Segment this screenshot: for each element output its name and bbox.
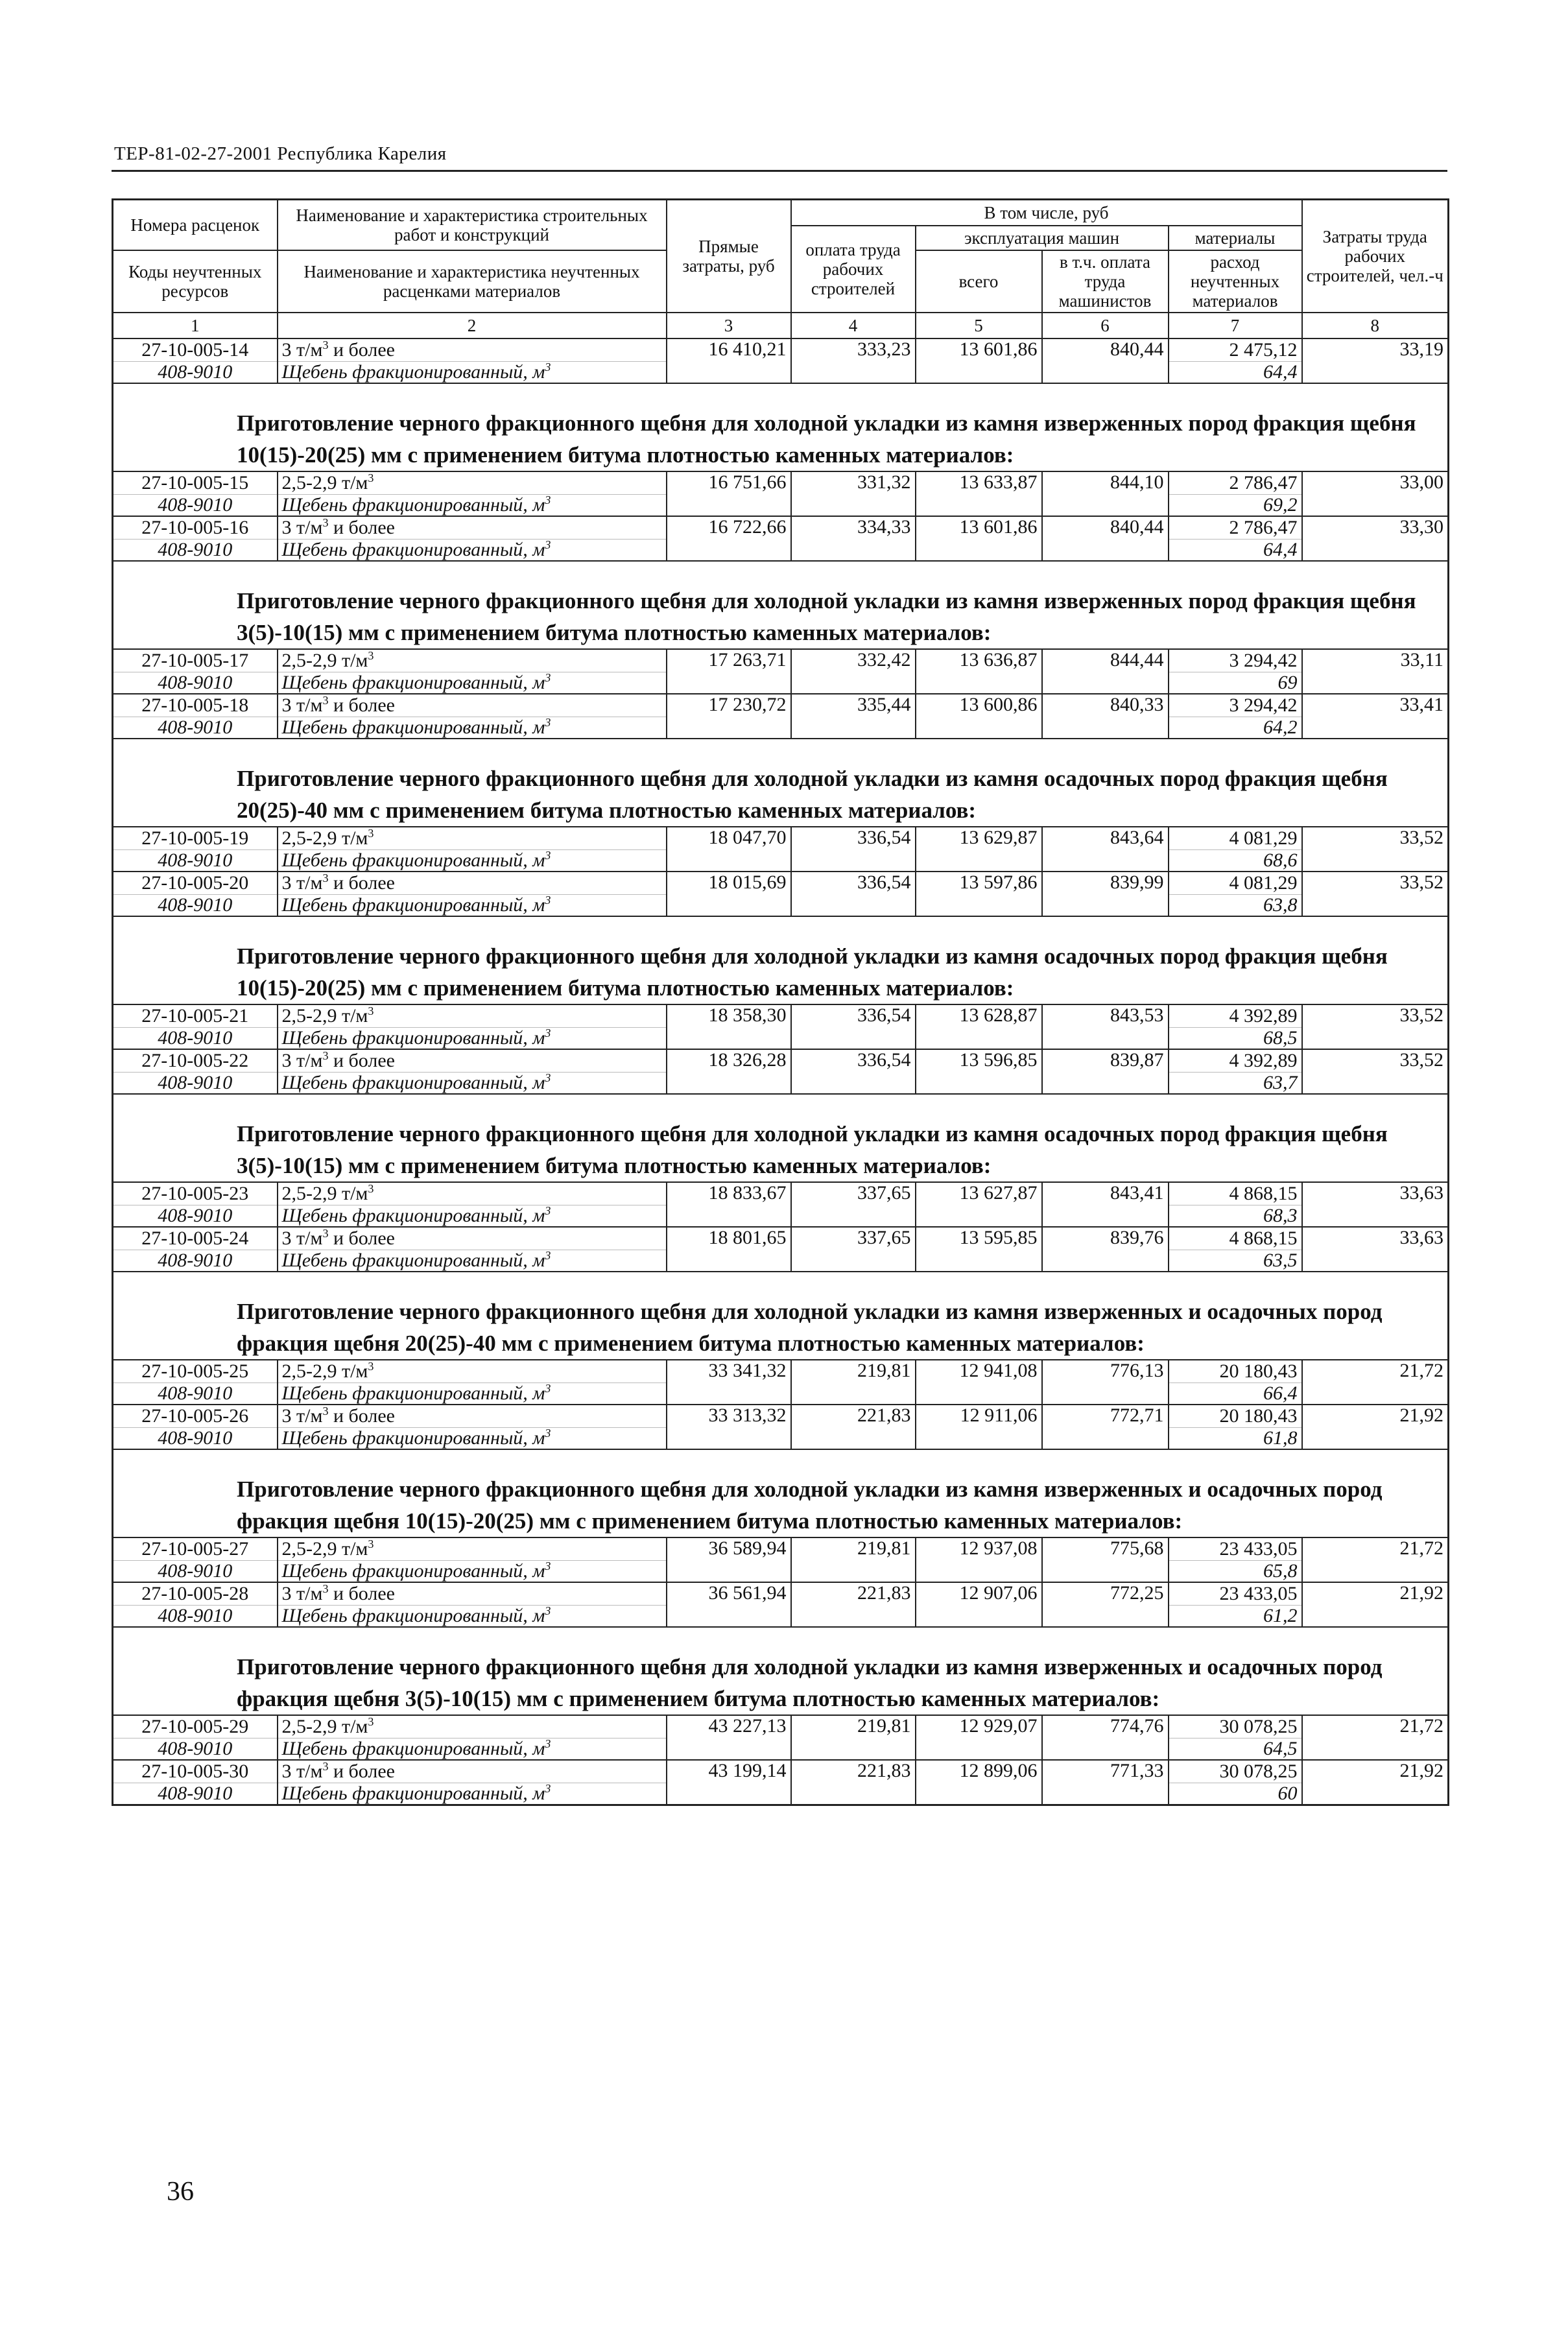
materials-cost: 4 392,89 <box>1169 1004 1302 1028</box>
materials-cost: 30 078,25 <box>1169 1715 1302 1739</box>
section-title-row <box>113 1272 1449 1360</box>
material-name: Щебень фракционированный, $м^3$ <box>278 361 667 383</box>
machines-cost: 13 633,87 <box>916 471 1042 516</box>
rate-code: 27-10-005-25 <box>113 1360 278 1383</box>
machines-cost: 13 595,85 <box>916 1227 1042 1272</box>
resource-code: 408-9010 <box>113 1605 278 1627</box>
machinist-cost: 844,44 <box>1042 649 1169 694</box>
labor-cost: 21,92 <box>1302 1405 1449 1449</box>
machinist-cost: 844,10 <box>1042 471 1169 516</box>
machines-cost: 13 601,86 <box>916 516 1042 561</box>
table-row <box>113 827 1449 850</box>
section-title-row <box>113 561 1449 649</box>
machinist-cost: 772,71 <box>1042 1405 1169 1449</box>
materials-cost: 4 868,15 <box>1169 1227 1302 1250</box>
work-name: 3 $т/м^3$ и более <box>278 338 667 362</box>
rate-code: 27-10-005-19 <box>113 827 278 850</box>
machines-cost: 13 629,87 <box>916 827 1042 872</box>
labor-cost: 33,19 <box>1302 338 1449 383</box>
labor-cost: 33,63 <box>1302 1227 1449 1272</box>
materials-cost: 23 433,05 <box>1169 1537 1302 1561</box>
work-name: 3 $т/м^3$ и более <box>278 516 667 540</box>
table-row <box>113 872 1449 895</box>
material-name: Щебень фракционированный, $м^3$ <box>278 1605 667 1627</box>
header-v-tom-chisle: В том числе, руб <box>791 200 1302 226</box>
header-ekspluatatsiya: эксплуатация машин <box>916 226 1169 250</box>
material-consumption: 64,2 <box>1169 717 1302 739</box>
rate-code: 27-10-005-20 <box>113 872 278 895</box>
material-consumption: 66,4 <box>1169 1383 1302 1405</box>
machines-cost: 12 907,06 <box>916 1582 1042 1627</box>
resource-code: 408-9010 <box>113 1027 278 1049</box>
header-materialy: материалы <box>1169 226 1302 250</box>
machines-cost: 12 941,08 <box>916 1360 1042 1405</box>
machinist-cost: 839,87 <box>1042 1049 1169 1094</box>
materials-cost: 2 786,47 <box>1169 471 1302 495</box>
table-row <box>113 338 1449 362</box>
section-title: Приготовление черного фракционного щебня для холодной укладки из камня осадочных пород фракция щебня 10(15)-20(25) мм с применением битума плотностью каменных материалов: <box>113 916 1449 1004</box>
header-naimenovanie-mat: Наименование и характеристика неучтенных расценками материалов <box>278 250 667 313</box>
header-vsego: всего <box>916 250 1042 313</box>
direct-cost: 17 230,72 <box>667 694 791 739</box>
machinist-cost: 775,68 <box>1042 1537 1169 1582</box>
labor-cost: 33,52 <box>1302 872 1449 916</box>
resource-code: 408-9010 <box>113 494 278 516</box>
rate-code: 27-10-005-23 <box>113 1182 278 1205</box>
labor-cost: 33,00 <box>1302 471 1449 516</box>
machines-cost: 13 600,86 <box>916 694 1042 739</box>
material-name: Щебень фракционированный, $м^3$ <box>278 539 667 561</box>
material-name: Щебень фракционированный, $м^3$ <box>278 1783 667 1805</box>
direct-cost: 36 589,94 <box>667 1537 791 1582</box>
section-title: Приготовление черного фракционного щебня для холодной укладки из камня изверженных пород фракция щебня 10(15)-20(25) мм с применением битума плотностью каменных материалов: <box>113 383 1449 471</box>
work-name: 3 $т/м^3$ и более <box>278 694 667 717</box>
wage-cost: 335,44 <box>791 694 916 739</box>
machines-cost: 12 929,07 <box>916 1715 1042 1760</box>
resource-code: 408-9010 <box>113 1738 278 1760</box>
resource-code: 408-9010 <box>113 1205 278 1227</box>
column-number: 4 <box>791 313 916 338</box>
wage-cost: 337,65 <box>791 1182 916 1227</box>
section-title: Приготовление черного фракционного щебня для холодной укладки из камня осадочных пород фракция щебня 20(25)-40 мм с применением битума плотностью каменных материалов: <box>113 739 1449 827</box>
page-header <box>112 136 1447 172</box>
resource-code: 408-9010 <box>113 1427 278 1449</box>
section-title-row <box>113 1094 1449 1182</box>
table-row <box>113 1760 1449 1783</box>
table-row <box>113 1582 1449 1606</box>
rate-code: 27-10-005-30 <box>113 1760 278 1783</box>
direct-cost: 43 227,13 <box>667 1715 791 1760</box>
machinist-cost: 840,44 <box>1042 338 1169 383</box>
material-consumption: 64,4 <box>1169 361 1302 383</box>
header-title: ТЕР-81-02-27-2001 Республика Карелия <box>114 143 447 164</box>
materials-cost: 4 081,29 <box>1169 872 1302 895</box>
table-row <box>113 1360 1449 1383</box>
materials-cost: 30 078,25 <box>1169 1760 1302 1783</box>
rates-table <box>112 198 1449 1806</box>
material-consumption: 63,5 <box>1169 1250 1302 1272</box>
labor-cost: 33,52 <box>1302 1004 1449 1049</box>
table-row <box>113 1049 1449 1073</box>
work-name: 3 $т/м^3$ и более <box>278 872 667 895</box>
labor-cost: 33,30 <box>1302 516 1449 561</box>
section-title: Приготовление черного фракционного щебня для холодной укладки из камня изверженных и осадочных пород фракция щебня 10(15)-20(25) мм с применением битума плотностью каменных материалов: <box>113 1449 1449 1537</box>
table-row <box>113 1715 1449 1739</box>
machinist-cost: 840,44 <box>1042 516 1169 561</box>
rate-code: 27-10-005-29 <box>113 1715 278 1739</box>
section-title-row <box>113 916 1449 1004</box>
direct-cost: 18 326,28 <box>667 1049 791 1094</box>
work-name: 2,5-2,9 $т/м^3$ <box>278 649 667 672</box>
materials-cost: 23 433,05 <box>1169 1582 1302 1606</box>
material-consumption: 69 <box>1169 672 1302 694</box>
machines-cost: 12 899,06 <box>916 1760 1042 1805</box>
material-name: Щебень фракционированный, $м^3$ <box>278 672 667 694</box>
materials-cost: 20 180,43 <box>1169 1360 1302 1383</box>
rate-code: 27-10-005-28 <box>113 1582 278 1606</box>
material-consumption: 68,3 <box>1169 1205 1302 1227</box>
materials-cost: 3 294,42 <box>1169 694 1302 717</box>
material-name: Щебень фракционированный, $м^3$ <box>278 849 667 872</box>
wage-cost: 333,23 <box>791 338 916 383</box>
table-row <box>113 1182 1449 1205</box>
direct-cost: 43 199,14 <box>667 1760 791 1805</box>
material-name: Щебень фракционированный, $м^3$ <box>278 1072 667 1094</box>
rate-code: 27-10-005-15 <box>113 471 278 495</box>
material-name: Щебень фракционированный, $м^3$ <box>278 494 667 516</box>
column-number: 6 <box>1042 313 1169 338</box>
work-name: 2,5-2,9 $т/м^3$ <box>278 1004 667 1028</box>
header-v-tch-oplata: в т.ч. оплата труда машинистов <box>1042 250 1169 313</box>
header-kody: Коды неучтенных ресурсов <box>113 250 278 313</box>
labor-cost: 33,11 <box>1302 649 1449 694</box>
direct-cost: 33 341,32 <box>667 1360 791 1405</box>
machines-cost: 13 597,86 <box>916 872 1042 916</box>
machines-cost: 13 596,85 <box>916 1049 1042 1094</box>
wage-cost: 219,81 <box>791 1537 916 1582</box>
labor-cost: 21,72 <box>1302 1360 1449 1405</box>
machines-cost: 13 628,87 <box>916 1004 1042 1049</box>
column-number: 7 <box>1169 313 1302 338</box>
wage-cost: 221,83 <box>791 1760 916 1805</box>
materials-cost: 20 180,43 <box>1169 1405 1302 1428</box>
wage-cost: 336,54 <box>791 827 916 872</box>
direct-cost: 18 015,69 <box>667 872 791 916</box>
column-number: 5 <box>916 313 1042 338</box>
material-name: Щебень фракционированный, $м^3$ <box>278 1205 667 1227</box>
rate-code: 27-10-005-17 <box>113 649 278 672</box>
section-title-row <box>113 739 1449 827</box>
header-nomera: Номера расценок <box>113 200 278 250</box>
direct-cost: 16 751,66 <box>667 471 791 516</box>
material-name: Щебень фракционированный, $м^3$ <box>278 717 667 739</box>
column-number: 3 <box>667 313 791 338</box>
materials-cost: 2 475,12 <box>1169 338 1302 362</box>
resource-code: 408-9010 <box>113 1560 278 1582</box>
labor-cost: 21,72 <box>1302 1537 1449 1582</box>
rate-code: 27-10-005-22 <box>113 1049 278 1073</box>
table-row <box>113 1405 1449 1428</box>
direct-cost: 18 801,65 <box>667 1227 791 1272</box>
machinist-cost: 776,13 <box>1042 1360 1169 1405</box>
resource-code: 408-9010 <box>113 894 278 916</box>
machinist-cost: 843,53 <box>1042 1004 1169 1049</box>
machinist-cost: 839,76 <box>1042 1227 1169 1272</box>
materials-cost: 4 392,89 <box>1169 1049 1302 1073</box>
machinist-cost: 843,41 <box>1042 1182 1169 1227</box>
material-name: Щебень фракционированный, $м^3$ <box>278 1738 667 1760</box>
labor-cost: 33,52 <box>1302 827 1449 872</box>
material-name: Щебень фракционированный, $м^3$ <box>278 894 667 916</box>
machinist-cost: 771,33 <box>1042 1760 1169 1805</box>
work-name: 2,5-2,9 $т/м^3$ <box>278 1182 667 1205</box>
resource-code: 408-9010 <box>113 1783 278 1805</box>
labor-cost: 21,92 <box>1302 1760 1449 1805</box>
work-name: 2,5-2,9 $т/м^3$ <box>278 471 667 495</box>
resource-code: 408-9010 <box>113 1250 278 1272</box>
materials-cost: 3 294,42 <box>1169 649 1302 672</box>
resource-code: 408-9010 <box>113 1383 278 1405</box>
column-number: 8 <box>1302 313 1449 338</box>
machines-cost: 13 627,87 <box>916 1182 1042 1227</box>
rate-code: 27-10-005-27 <box>113 1537 278 1561</box>
material-name: Щебень фракционированный, $м^3$ <box>278 1250 667 1272</box>
resource-code: 408-9010 <box>113 672 278 694</box>
column-number: 2 <box>278 313 667 338</box>
material-name: Щебень фракционированный, $м^3$ <box>278 1383 667 1405</box>
material-name: Щебень фракционированный, $м^3$ <box>278 1560 667 1582</box>
materials-cost: 2 786,47 <box>1169 516 1302 540</box>
table-row <box>113 649 1449 672</box>
work-name: 3 $т/м^3$ и более <box>278 1582 667 1606</box>
wage-cost: 219,81 <box>791 1715 916 1760</box>
work-name: 2,5-2,9 $т/м^3$ <box>278 1715 667 1739</box>
table-row <box>113 471 1449 495</box>
resource-code: 408-9010 <box>113 717 278 739</box>
rate-code: 27-10-005-24 <box>113 1227 278 1250</box>
material-name: Щебень фракционированный, $м^3$ <box>278 1427 667 1449</box>
machinist-cost: 840,33 <box>1042 694 1169 739</box>
direct-cost: 16 722,66 <box>667 516 791 561</box>
work-name: 2,5-2,9 $т/м^3$ <box>278 827 667 850</box>
table-row <box>113 1227 1449 1250</box>
wage-cost: 221,83 <box>791 1582 916 1627</box>
material-consumption: 65,8 <box>1169 1560 1302 1582</box>
header-zatraty: Затраты труда рабочих строителей, чел.-ч <box>1302 200 1449 313</box>
direct-cost: 33 313,32 <box>667 1405 791 1449</box>
direct-cost: 17 263,71 <box>667 649 791 694</box>
machinist-cost: 839,99 <box>1042 872 1169 916</box>
material-consumption: 60 <box>1169 1783 1302 1805</box>
material-name: Щебень фракционированный, $м^3$ <box>278 1027 667 1049</box>
labor-cost: 21,72 <box>1302 1715 1449 1760</box>
direct-cost: 18 833,67 <box>667 1182 791 1227</box>
page-number: 36 <box>167 2177 194 2207</box>
wage-cost: 331,32 <box>791 471 916 516</box>
rate-code: 27-10-005-14 <box>113 338 278 362</box>
work-name: 3 $т/м^3$ и более <box>278 1405 667 1428</box>
wage-cost: 336,54 <box>791 1004 916 1049</box>
wage-cost: 337,65 <box>791 1227 916 1272</box>
material-consumption: 64,4 <box>1169 539 1302 561</box>
material-consumption: 61,8 <box>1169 1427 1302 1449</box>
wage-cost: 221,83 <box>791 1405 916 1449</box>
header-pryamye: Прямые затраты, руб <box>667 200 791 313</box>
material-consumption: 64,5 <box>1169 1738 1302 1760</box>
machinist-cost: 772,25 <box>1042 1582 1169 1627</box>
section-title: Приготовление черного фракционного щебня для холодной укладки из камня осадочных пород фракция щебня 3(5)-10(15) мм с применением битума плотностью каменных материалов: <box>113 1094 1449 1182</box>
section-title: Приготовление черного фракционного щебня для холодной укладки из камня изверженных и осадочных пород фракция щебня 3(5)-10(15) мм с применением битума плотностью каменных материалов: <box>113 1627 1449 1715</box>
table-row <box>113 1537 1449 1561</box>
machinist-cost: 774,76 <box>1042 1715 1169 1760</box>
resource-code: 408-9010 <box>113 849 278 872</box>
work-name: 2,5-2,9 $т/м^3$ <box>278 1360 667 1383</box>
labor-cost: 33,63 <box>1302 1182 1449 1227</box>
direct-cost: 18 047,70 <box>667 827 791 872</box>
resource-code: 408-9010 <box>113 1072 278 1094</box>
material-consumption: 61,2 <box>1169 1605 1302 1627</box>
direct-cost: 36 561,94 <box>667 1582 791 1627</box>
table-row <box>113 516 1449 540</box>
rate-code: 27-10-005-16 <box>113 516 278 540</box>
section-title: Приготовление черного фракционного щебня для холодной укладки из камня изверженных и осадочных пород фракция щебня 20(25)-40 мм с применением битума плотностью каменных материалов: <box>113 1272 1449 1360</box>
direct-cost: 16 410,21 <box>667 338 791 383</box>
wage-cost: 336,54 <box>791 872 916 916</box>
materials-cost: 4 081,29 <box>1169 827 1302 850</box>
section-title: Приготовление черного фракционного щебня для холодной укладки из камня изверженных пород фракция щебня 3(5)-10(15) мм с применением битума плотностью каменных материалов: <box>113 561 1449 649</box>
material-consumption: 69,2 <box>1169 494 1302 516</box>
work-name: 2,5-2,9 $т/м^3$ <box>278 1537 667 1561</box>
material-consumption: 68,6 <box>1169 849 1302 872</box>
material-consumption: 63,8 <box>1169 894 1302 916</box>
labor-cost: 21,92 <box>1302 1582 1449 1627</box>
wage-cost: 336,54 <box>791 1049 916 1094</box>
wage-cost: 332,42 <box>791 649 916 694</box>
header-naimenovanie: Наименование и характеристика строительных работ и конструкций <box>278 200 667 250</box>
table-row <box>113 1004 1449 1028</box>
machines-cost: 12 911,06 <box>916 1405 1042 1449</box>
labor-cost: 33,41 <box>1302 694 1449 739</box>
rate-code: 27-10-005-21 <box>113 1004 278 1028</box>
column-number: 1 <box>113 313 278 338</box>
header-raskhod: расход неучтенных материалов <box>1169 250 1302 313</box>
work-name: 3 $т/м^3$ и более <box>278 1760 667 1783</box>
section-title-row <box>113 1449 1449 1537</box>
machines-cost: 13 601,86 <box>916 338 1042 383</box>
materials-cost: 4 868,15 <box>1169 1182 1302 1205</box>
resource-code: 408-9010 <box>113 539 278 561</box>
table-row <box>113 694 1449 717</box>
material-consumption: 63,7 <box>1169 1072 1302 1094</box>
material-consumption: 68,5 <box>1169 1027 1302 1049</box>
header-oplata: оплата труда рабочих строителей <box>791 226 916 313</box>
wage-cost: 334,33 <box>791 516 916 561</box>
machines-cost: 13 636,87 <box>916 649 1042 694</box>
machinist-cost: 843,64 <box>1042 827 1169 872</box>
section-title-row <box>113 1627 1449 1715</box>
machines-cost: 12 937,08 <box>916 1537 1042 1582</box>
direct-cost: 18 358,30 <box>667 1004 791 1049</box>
work-name: 3 $т/м^3$ и более <box>278 1049 667 1073</box>
rate-code: 27-10-005-26 <box>113 1405 278 1428</box>
work-name: 3 $т/м^3$ и более <box>278 1227 667 1250</box>
column-numbers-row <box>113 313 1449 338</box>
rate-code: 27-10-005-18 <box>113 694 278 717</box>
resource-code: 408-9010 <box>113 361 278 383</box>
section-title-row <box>113 383 1449 471</box>
wage-cost: 219,81 <box>791 1360 916 1405</box>
labor-cost: 33,52 <box>1302 1049 1449 1094</box>
